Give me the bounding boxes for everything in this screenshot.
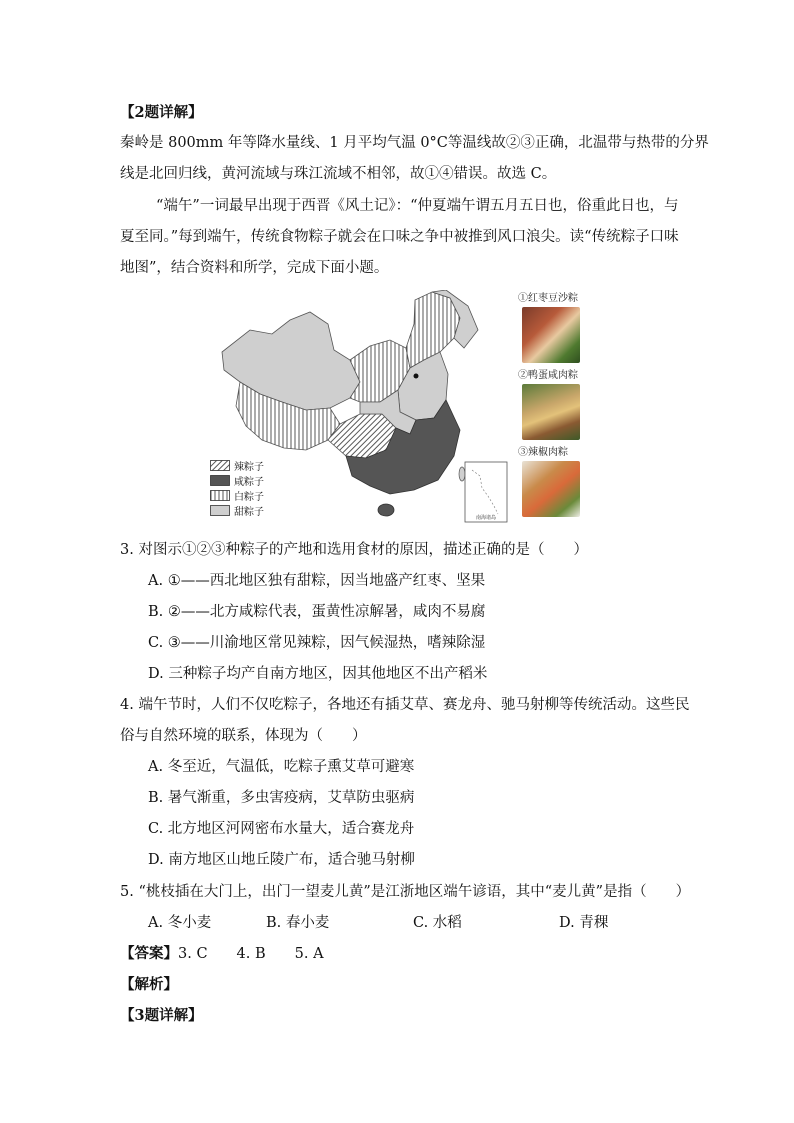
beijing-marker: [414, 374, 419, 379]
legend-swatch-sweet: [210, 505, 230, 516]
intro-line3: 地图”，结合资料和所学，完成下面小题。: [120, 260, 389, 276]
intro-line1: “端午”一词最早出现于西晋《风土记》：“仲夏端午谓五月五日也，俗重此日也，与: [156, 198, 679, 214]
analysis-header: 【解析】: [120, 976, 178, 993]
zongzi-photo-2: [522, 384, 580, 440]
section3-header: 【3题详解】: [120, 1007, 203, 1024]
legend-item-spicy: [210, 458, 264, 473]
map-legend: [210, 458, 264, 518]
q3-option-a: A. ①——西北地区独有甜粽，因当地盛产红枣、坚果: [148, 573, 486, 589]
section2-text-line1: 秦岭是 800mm 年等降水量线、1 月平均气温 0°C等温线故②③正确，北温带与热带的分界: [120, 135, 709, 151]
region-salty-hainan: [378, 504, 394, 516]
legend-label-sweet: 甜粽子: [234, 507, 264, 518]
q5-option-d: D. 青稞: [559, 915, 609, 931]
photo-caption-3: ③辣椒肉粽: [518, 447, 568, 458]
q4-option-b: B. 暑气渐重，多虫害疫病，艾草防虫驱病: [148, 790, 415, 806]
zongzi-photo-1: [522, 307, 580, 363]
legend-label-spicy: 辣粽子: [234, 462, 264, 473]
q4-option-a: A. 冬至近，气温低，吃粽子熏艾草可避寒: [148, 759, 415, 775]
legend-swatch-spicy: [210, 460, 230, 471]
q4-stem-line1: 4. 端午节时，人们不仅吃粽子，各地还有插艾草、赛龙舟、驰马射柳等传统活动。这些民: [120, 697, 690, 713]
region-taiwan: [459, 467, 465, 481]
answer-text: 3. C 4. B 5. A: [178, 946, 324, 962]
south-sea-inset: [465, 462, 507, 522]
zongzi-photo-3: [522, 461, 580, 517]
legend-swatch-white: [210, 490, 230, 501]
intro-line2: 夏至同。”每到端午，传统食物粽子就会在口味之争中被推到风口浪尖。读“传统粽子口味: [120, 229, 679, 245]
section2-header: 【2题详解】: [120, 104, 203, 121]
photo-caption-1: ①红枣豆沙粽: [518, 293, 578, 304]
legend-swatch-salty: [210, 475, 230, 486]
zongzi-flavor-map: [210, 290, 510, 525]
q3-option-c: C. ③——川渝地区常见辣粽，因气候湿热，嗜辣除湿: [148, 635, 486, 651]
photo-caption-2: ②鸭蛋咸肉粽: [518, 370, 578, 381]
legend-label-white: 白粽子: [234, 492, 264, 503]
legend-label-salty: 咸粽子: [234, 477, 264, 488]
answer-row: [120, 944, 324, 964]
answer-label: 【答案】: [120, 945, 178, 962]
legend-item-salty: [210, 473, 264, 488]
q3-option-b: B. ②——北方咸粽代表，蛋黄性凉解暑，咸肉不易腐: [148, 604, 486, 620]
q4-option-d: D. 南方地区山地丘陵广布，适合驰马射柳: [148, 852, 415, 868]
inset-label: 南海诸岛: [475, 515, 497, 521]
q4-stem-line2: 俗与自然环境的联系，体现为（ ）: [120, 728, 367, 744]
section2-text-line2: 线是北回归线，黄河流域与珠江流域不相邻，故①④错误。故选 C。: [120, 166, 557, 182]
q4-option-c: C. 北方地区河网密布水量大，适合赛龙舟: [148, 821, 415, 837]
zongzi-photos: [518, 292, 588, 523]
q3-option-d: D. 三种粽子均产自南方地区，因其他地区不出产稻米: [148, 666, 488, 682]
q5-option-a: A. 冬小麦: [148, 915, 212, 931]
q5-stem: 5. “桃枝插在大门上，出门一望麦儿黄”是江浙地区端午谚语，其中“麦儿黄”是指（ ）: [120, 884, 691, 900]
legend-item-white: [210, 488, 264, 503]
q3-stem: 3. 对图示①②③种粽子的产地和选用食材的原因，描述正确的是（ ）: [120, 542, 588, 558]
q5-option-c: C. 水稻: [413, 915, 462, 931]
legend-item-sweet: [210, 503, 264, 518]
q5-option-b: B. 春小麦: [266, 915, 330, 931]
